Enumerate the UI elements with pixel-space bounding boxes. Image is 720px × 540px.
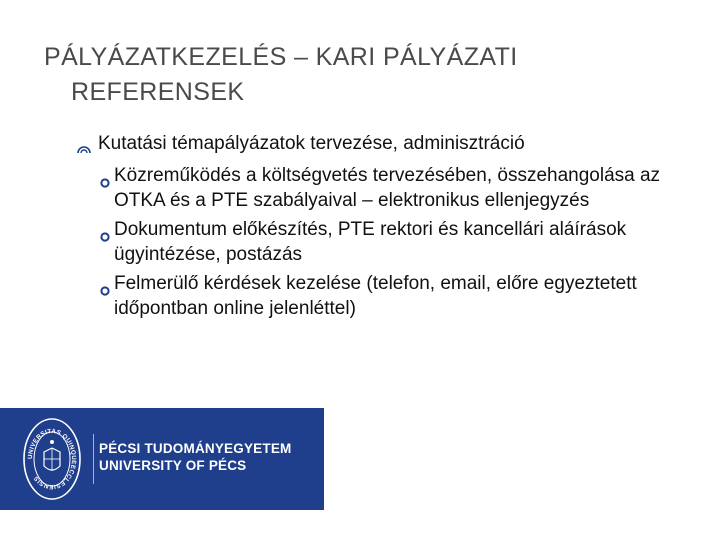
bullet-ring-icon <box>100 170 110 195</box>
sub-bullet-item <box>100 217 676 267</box>
logo-text <box>99 440 291 474</box>
bullet-ring-icon <box>100 224 110 249</box>
bullet-arc-icon <box>76 137 92 163</box>
sub-bullet-text: Dokumentum előkészítés, PTE rektori és kancellári aláírások ügyintézése, postázás <box>114 219 627 265</box>
bullet-ring-icon <box>100 278 110 303</box>
sub-bullet-text: Felmerülő kérdések kezelése (telefon, email, előre egyeztetett időpontban online jelenléttel) <box>114 273 637 319</box>
sub-bullet-list <box>100 163 676 321</box>
bullet-main <box>76 131 676 157</box>
sub-bullet-item <box>100 163 676 213</box>
slide-title <box>44 40 684 110</box>
logo-divider <box>93 434 94 484</box>
sub-bullet-item <box>100 271 676 321</box>
title-line-2: REFERENSEK <box>71 78 245 106</box>
bullet-main-text: Kutatási témapályázatok tervezése, adminisztráció <box>98 133 525 154</box>
university-logo <box>0 408 324 510</box>
title-line-1: PÁLYÁZATKEZELÉS – KARI PÁLYÁZATI <box>44 43 518 71</box>
logo-line-1: PÉCSI TUDOMÁNYEGYETEM <box>99 441 292 456</box>
sub-bullet-text: Közreműködés a költségvetés tervezésében, összehangolása az OTKA és a PTE szabályaival – elektronikus ellenjegyzés <box>114 165 661 211</box>
logo-line-2: UNIVERSITY OF PÉCS <box>99 458 247 473</box>
seal-text: UNIVERSITAS QUINQUEECCLESIENSIS <box>26 427 78 491</box>
bullet-list <box>76 131 676 325</box>
university-seal-icon <box>22 416 82 502</box>
